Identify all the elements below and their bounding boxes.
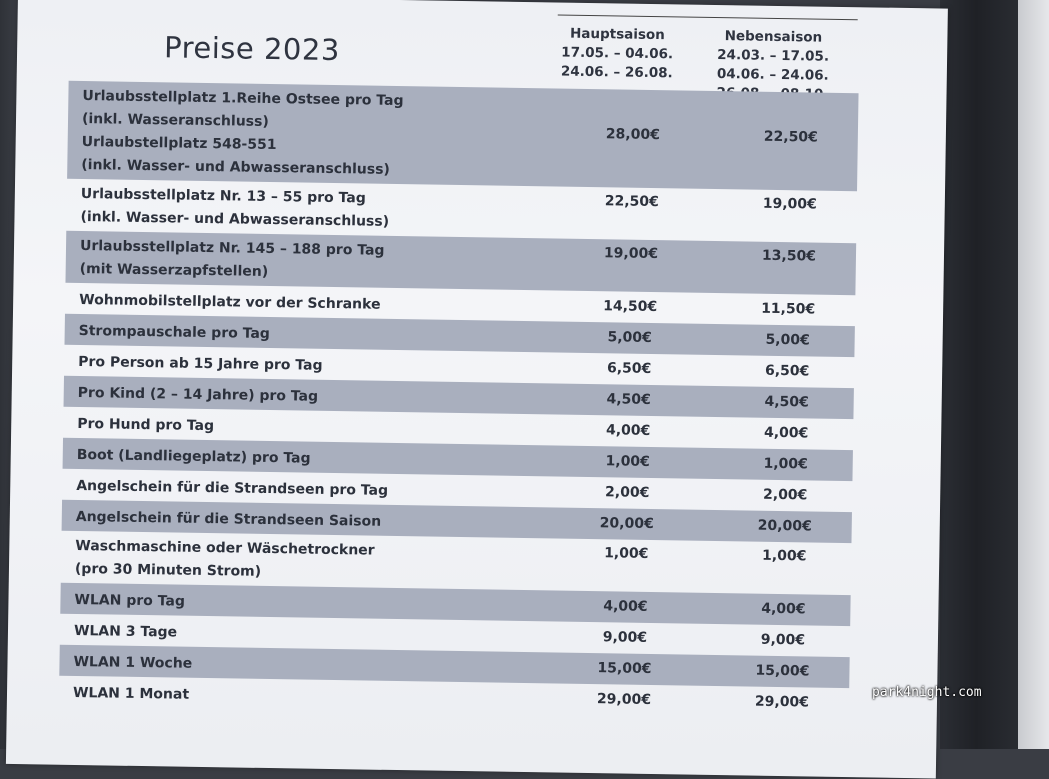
price-off-season: 29,00€ [754,693,810,711]
price-main-season: 1,00€ [605,453,650,470]
price-main-season: 9,00€ [602,629,648,646]
price-sheet [6,0,948,779]
row-label [73,682,573,713]
price-main-season: 2,00€ [604,484,650,501]
row-label-line: Wohnmobilstellplatz vor der Schranke [79,292,381,313]
row-label-line: (pro 30 Minuten Strom) [74,560,262,580]
price-main-season: 4,00€ [605,422,651,439]
frame-edge [1018,0,1049,749]
table-row [67,81,858,191]
row-label-line: Angelschein für die Strandseen pro Tag [76,477,389,499]
row-label-line: Strompauschale pro Tag [78,322,270,342]
season-main-header [557,24,678,83]
price-main-season: 22,50€ [604,193,659,211]
price-off-season: 20,00€ [757,517,812,535]
row-label-line: WLAN 1 Woche [73,653,193,672]
price-table [59,81,859,719]
price-main-season: 28,00€ [605,126,661,144]
row-label-line: (inkl. Wasser- und Abwasseranschluss) [80,209,390,230]
price-off-season: 5,00€ [765,331,810,349]
page-title: Preise 2023 [163,30,341,68]
price-main-season: 14,50€ [603,298,658,316]
price-main-season: 15,00€ [597,660,652,678]
row-label-line: (mit Wasserzapfstellen) [79,261,269,280]
row-label-line: (inkl. Wasseranschluss) [81,111,269,130]
row-label-line: WLAN 3 Tage [73,622,178,641]
season-main-range-2: 24.06. – 26.08. [560,63,673,82]
price-off-season: 19,00€ [762,195,817,213]
row-label [79,235,580,289]
watermark: park4night.com [872,685,982,700]
price-main-season: 5,00€ [607,329,652,346]
price-off-season: 22,50€ [763,128,818,146]
season-off-range-1: 24.03. – 17.05. [717,46,830,65]
row-label-line: Boot (Landliegeplatz) pro Tag [76,446,311,467]
display-case-frame [940,0,1030,749]
price-main-season: 19,00€ [603,245,659,263]
price-off-season: 1,00€ [763,455,808,473]
row-label-line: Urlaubsstellplatz 1.Reihe Ostsee pro Tag [82,88,404,110]
row-label-line: Urlaubsstellplatz Nr. 13 – 55 pro Tag [80,186,366,207]
price-off-season: 13,50€ [761,247,817,265]
row-label-line: Pro Hund pro Tag [77,415,215,435]
row-label-line: Urlaubsstellplatz Nr. 145 – 188 pro Tag [79,238,385,259]
row-label-line: Waschmaschine oder Wäschetrockner [75,537,375,559]
price-main-season: 4,50€ [606,391,651,408]
season-main-range-1: 17.05. – 04.06. [561,44,674,63]
row-label [75,535,576,589]
row-label-line: Pro Person ab 15 Jahre pro Tag [78,353,323,374]
header-rule [558,14,858,20]
row-label [80,183,581,237]
row-label-line: WLAN pro Tag [74,591,186,610]
season-off-name: Nebensaison [724,28,823,46]
row-label-line: Urlaubstellplatz 548-551 [81,134,277,154]
row-label-line: Angelschein für die Strandseen Saison [75,508,382,530]
price-main-season: 1,00€ [604,545,649,562]
price-main-season: 20,00€ [599,515,654,533]
row-label-line: Pro Kind (2 – 14 Jahre) pro Tag [77,384,319,405]
price-off-season: 4,00€ [763,424,809,442]
price-main-season: 4,00€ [603,598,648,615]
price-off-season: 1,00€ [761,547,807,565]
price-off-season: 4,00€ [761,600,806,618]
price-off-season: 11,50€ [761,300,816,318]
price-main-season: 29,00€ [596,691,652,709]
price-off-season: 9,00€ [760,631,806,649]
row-label-line: WLAN 1 Monat [72,684,190,703]
season-off-range-2: 04.06. – 24.06. [716,65,829,84]
row-label [81,85,582,185]
season-main-name: Hauptsaison [569,25,665,44]
row-label-line: (inkl. Wasser- und Abwasseranschluss) [81,157,391,178]
price-off-season: 2,00€ [762,486,808,504]
price-main-season: 6,50€ [606,360,652,377]
price-off-season: 4,50€ [764,393,809,411]
price-off-season: 15,00€ [755,662,810,680]
price-off-season: 6,50€ [764,362,810,380]
